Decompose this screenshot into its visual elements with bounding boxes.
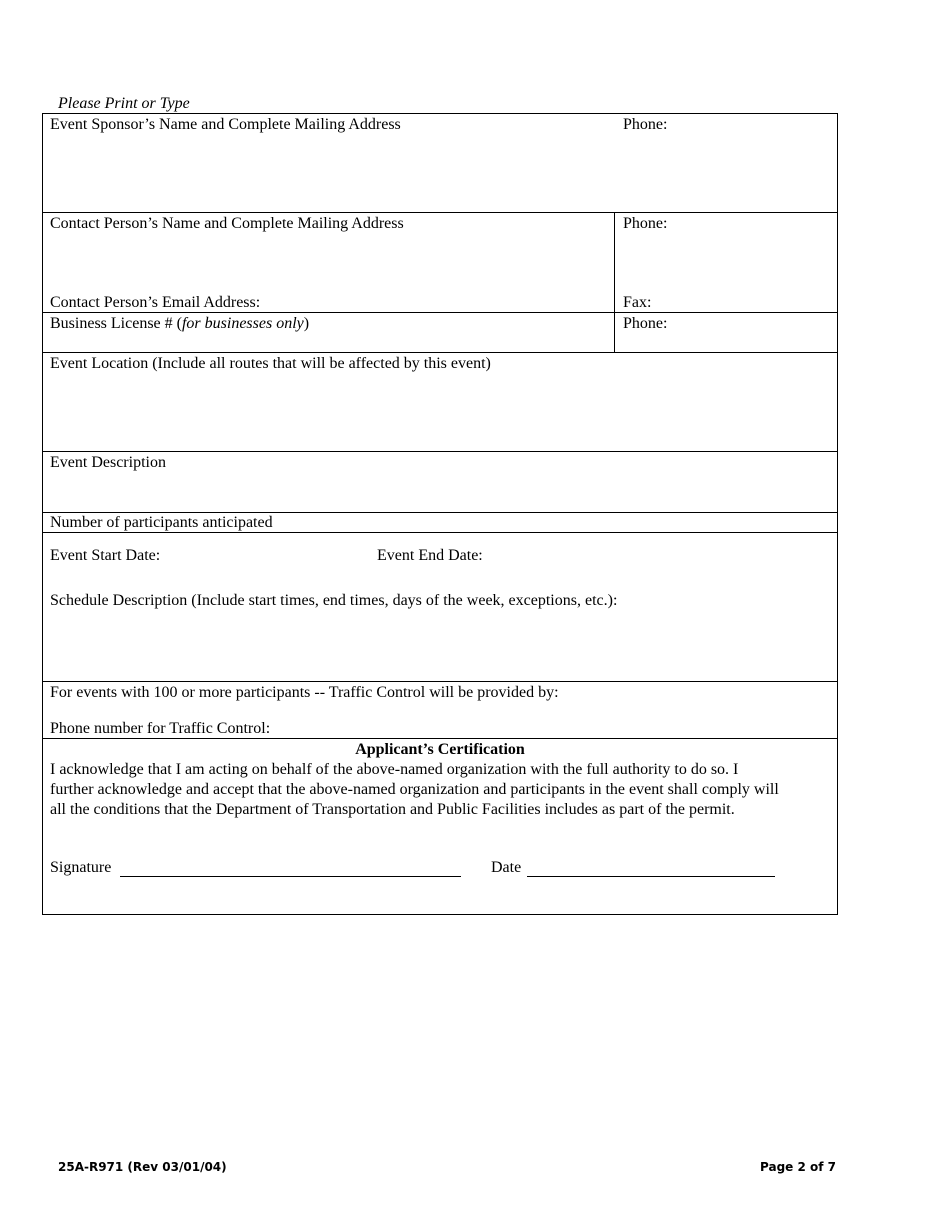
divider-business	[42, 352, 838, 353]
signature-line[interactable]	[120, 876, 461, 877]
event-location-label: Event Location (Include all routes that will be affected by this event)	[50, 355, 491, 372]
participants-label: Number of participants anticipated	[50, 514, 273, 531]
traffic-control-label: For events with 100 or more participants -- Traffic Control will be provided by:	[50, 684, 559, 701]
date-line[interactable]	[527, 876, 775, 877]
contact-phone-label: Phone:	[623, 215, 668, 232]
event-description-label: Event Description	[50, 454, 166, 471]
event-start-date-label: Event Start Date:	[50, 547, 161, 564]
divider-description	[42, 512, 838, 513]
certification-line-3: all the conditions that the Department of Transportation and Public Facilities includes as part of the permit.	[50, 801, 735, 818]
divider-traffic	[42, 738, 838, 739]
traffic-phone-label: Phone number for Traffic Control:	[50, 720, 271, 737]
business-phone-label: Phone:	[623, 315, 668, 332]
business-label-prefix: Business License # (	[50, 315, 182, 332]
date-label: Date	[491, 859, 522, 876]
contact-fax-label: Fax:	[623, 294, 652, 311]
contact-label: Contact Person’s Name and Complete Mailing Address	[50, 215, 404, 232]
certification-title: Applicant’s Certification	[355, 741, 525, 758]
print-instruction: Please Print or Type	[58, 95, 190, 112]
divider-contact	[42, 312, 838, 313]
divider-participants	[42, 532, 838, 533]
certification-line-1: I acknowledge that I am acting on behalf of the above-named organization with the full authority to do so. I	[50, 761, 739, 778]
divider-dates	[42, 681, 838, 682]
sponsor-label: Event Sponsor’s Name and Complete Mailing Address	[50, 116, 401, 133]
divider-location	[42, 451, 838, 452]
sponsor-phone-label: Phone:	[623, 116, 668, 133]
business-label-italic: for businesses only	[181, 315, 304, 332]
signature-label: Signature	[50, 859, 112, 876]
form-number: 25A-R971 (Rev 03/01/04)	[58, 1160, 227, 1174]
certification-line-2: further acknowledge and accept that the above-named organization and participants in the event shall comply will	[50, 781, 779, 798]
page-number: Page 2 of 7	[760, 1160, 836, 1174]
phone-column-divider	[614, 212, 615, 352]
business-license-label	[50, 315, 309, 333]
event-end-date-label: Event End Date:	[377, 547, 483, 564]
divider-sponsor	[42, 212, 838, 213]
contact-email-label: Contact Person’s Email Address:	[50, 294, 261, 311]
schedule-description-label: Schedule Description (Include start times, end times, days of the week, exceptions, etc.):	[50, 592, 618, 609]
business-label-suffix: )	[303, 315, 310, 332]
